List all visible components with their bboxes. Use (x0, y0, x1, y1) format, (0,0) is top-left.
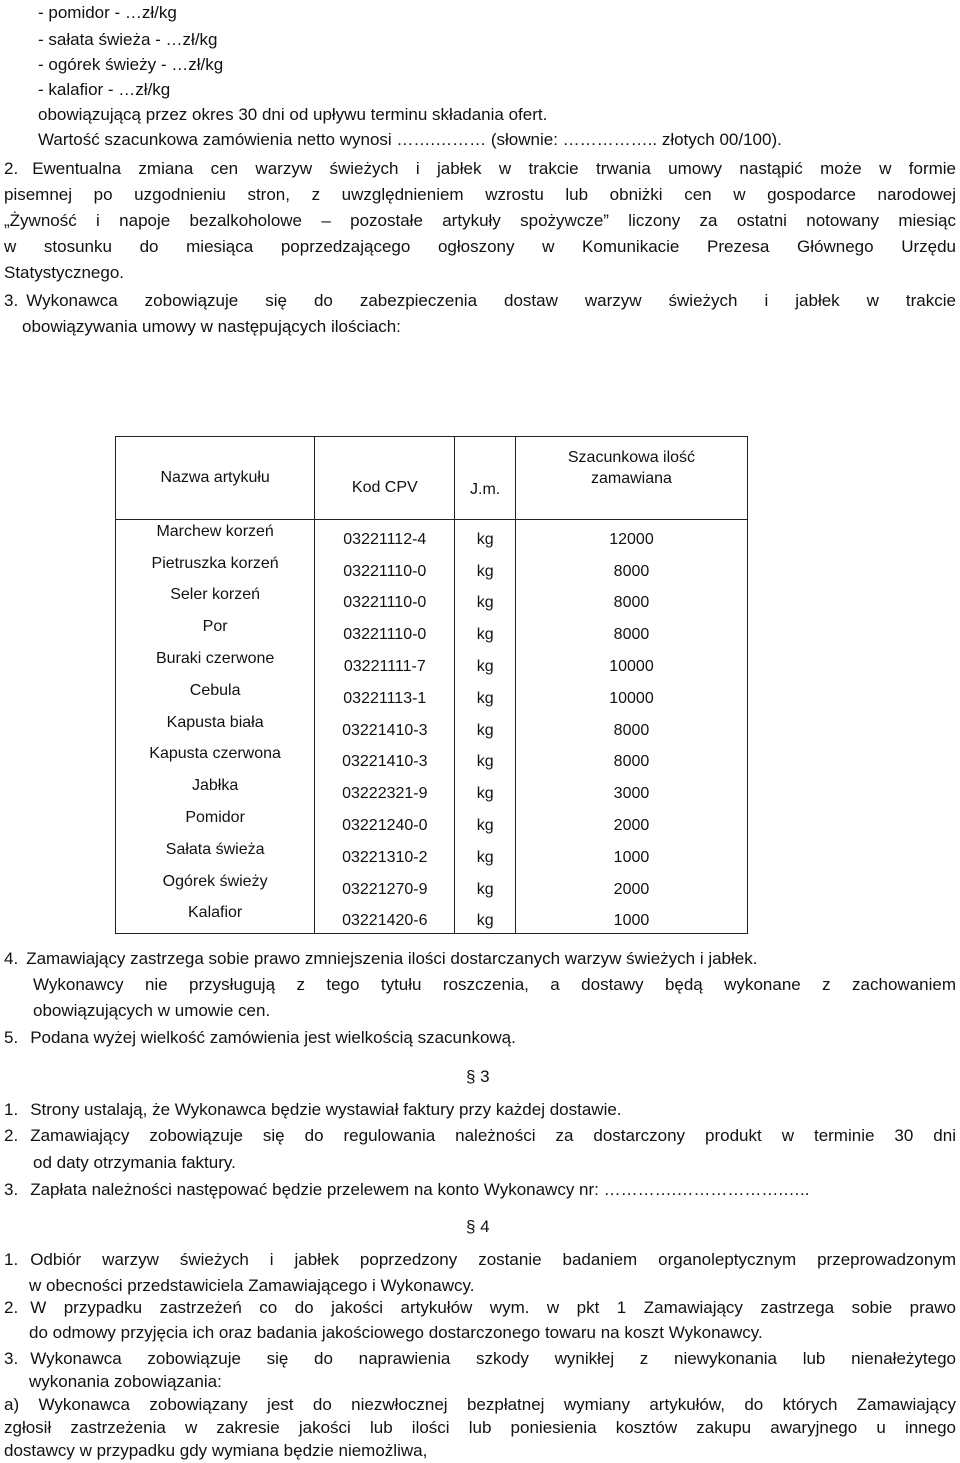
section-4-sub-a-line-3: dostawcy w przypadku gdy wymiana będzie niemożliwa, (4, 1441, 428, 1460)
paragraph-2-line-4: w stosunku do miesiąca poprzedzającego ogłoszony w Komunikacie Prezesa Głównego Urzędu (4, 237, 956, 256)
table-row: Buraki czerwone 03221111-7 kg 10000 (116, 647, 748, 679)
price-item-kalafior: - kalafior - …zł/kg (38, 80, 171, 99)
section-3-item-3: 3. Zapłata należności następować będzie przelewem na konto Wykonawcy nr: ………….……………….….. (4, 1180, 810, 1199)
table-row: Jabłka 03222321-9 kg 3000 (116, 774, 748, 806)
section-4-item-3-line-1: 3. Wykonawca zobowiązuje się do naprawienia szkody wynikłej z niewykonania lub nienałeżytego (4, 1349, 956, 1368)
section-3-item-1: 1. Strony ustalają, że Wykonawca będzie wystawiał faktury przy każdej dostawie. (4, 1100, 622, 1119)
table-row: Kapusta czerwona 03221410-3 kg 8000 (116, 743, 748, 775)
paragraph-4-number: 4. (4, 949, 19, 968)
section-4-item-3-line-2: wykonania zobowiązania: (29, 1372, 222, 1391)
header-cpv: Kod CPV (315, 437, 455, 520)
paragraph-4-line-2: Wykonawcy nie przysługują z tego tytułu roszczenia, a dostawy będą wykonane z zachowaniem (33, 975, 956, 994)
section-3-item-2-line-1: 2. Zamawiający zobowiązuje się do regulowania należności za dostarczony produkt w terminie 30 dni (4, 1126, 956, 1145)
section-4-item-1-line-2: w obecności przedstawiciela Zamawiającego i Wykonawcy. (29, 1276, 475, 1295)
table-row: Seler korzeń 03221110-0 kg 8000 (116, 584, 748, 616)
table-row: Sałata świeża 03221310-2 kg 1000 (116, 838, 748, 870)
price-item-pomidor: - pomidor - …zł/kg (38, 3, 177, 22)
header-unit: J.m. (455, 437, 516, 520)
section-3-item-2-line-2: od daty otrzymania faktury. (33, 1153, 236, 1172)
table-body (116, 520, 748, 934)
table-row: Kalafior 03221420-6 kg 1000 (116, 902, 748, 934)
paragraph-3-line-2: obowiązywania umowy w następujących ilościach: (22, 317, 401, 336)
price-item-ogorek: - ogórek świeży - …zł/kg (38, 55, 224, 74)
table-header-row (116, 437, 748, 520)
section-4-item-1-line-1: 1. Odbiór warzyw świeżych i jabłek poprzedzony zostanie badaniem organoleptycznym przeprowadzonym (4, 1250, 956, 1269)
table-row: Kapusta biała 03221410-3 kg 8000 (116, 711, 748, 743)
paragraph-2-line-3: „Żywność i napoje bezalkoholowe – pozostałe artykuły spożywcze” liczony za ostatni notowany miesiąc (4, 211, 956, 230)
items-table (115, 436, 748, 934)
section-4-sub-a-line-2: zgłosił zastrzeżenia w zakresie jakości lub ilości lub poniesienia kosztów zakupu awaryjnego u innego (4, 1418, 956, 1437)
table-row: Ogórek świeży 03221270-9 kg 2000 (116, 870, 748, 902)
paragraph-2-line-1: 2. Ewentualna zmiana cen warzyw świeżych i jabłek w trakcie trwania umowy nastąpić może w formie (4, 159, 956, 178)
paragraph-3-line-1: 3. Wykonawca zobowiązuje się do zabezpieczenia dostaw warzyw świeżych i jabłek w trakcie (4, 291, 956, 310)
paragraph-2-line-5: Statystycznego. (4, 263, 125, 282)
table-row: Pomidor 03221240-0 kg 2000 (116, 806, 748, 838)
section-4-item-2-line-2: do odmowy przyjęcia ich oraz badania jakościowego dostarczonego towaru na koszt Wykonawcy. (29, 1323, 763, 1342)
paragraph-4-line-1: 4. Zamawiający zastrzega sobie prawo zmniejszenia ilości dostarczanych warzyw świeżych i jabłek. (4, 949, 758, 968)
price-item-salata: - sałata świeża - …zł/kg (38, 30, 218, 49)
paragraph-2-number: 2. (4, 159, 19, 178)
section-4-heading: § 4 (466, 1217, 490, 1236)
table-row: Pietruszka korzeń 03221110-0 kg 8000 (116, 552, 748, 584)
paragraph-5: 5. Podana wyżej wielkość zamówienia jest wielkością szacunkową. (4, 1028, 516, 1047)
table-row: Marchew korzeń 03221112-4 kg 12000 (116, 520, 748, 552)
section-3-heading: § 3 (466, 1067, 490, 1086)
section-4-item-2-line-1: 2. W przypadku zastrzeżeń co do jakości artykułów wym. w pkt 1 Zamawiający zastrzega sobie prawo (4, 1298, 956, 1317)
section-4-sub-a-line-1: a) Wykonawca zobowiązany jest do niezwłocznej bezpłatnej wymiany artykułów, do których Zamawiający (4, 1395, 956, 1414)
header-name: Nazwa artykułu (116, 437, 315, 520)
paragraph-5-number: 5. (4, 1028, 19, 1047)
table-row: Por 03221110-0 kg 8000 (116, 615, 748, 647)
value-line: Wartość szacunkowa zamówienia netto wynosi …….……… (słownie: …………….. złotych 00/100). (38, 130, 782, 149)
paragraph-2-line-2: pisemnej po uzgodnieniu stron, z uwzględnieniem wzrostu lub obniżki cen w gospodarce narodowej (4, 185, 956, 204)
paragraph-3-number: 3. (4, 291, 19, 310)
table-row: Cebula 03221113-1 kg 10000 (116, 679, 748, 711)
paragraph-4-line-3: obowiązujących w umowie cen. (33, 1001, 271, 1020)
header-quantity: Szacunkowa ilość zamawiana (515, 437, 747, 520)
validity-line: obowiązującą przez okres 30 dni od upływu terminu składania ofert. (38, 105, 548, 124)
